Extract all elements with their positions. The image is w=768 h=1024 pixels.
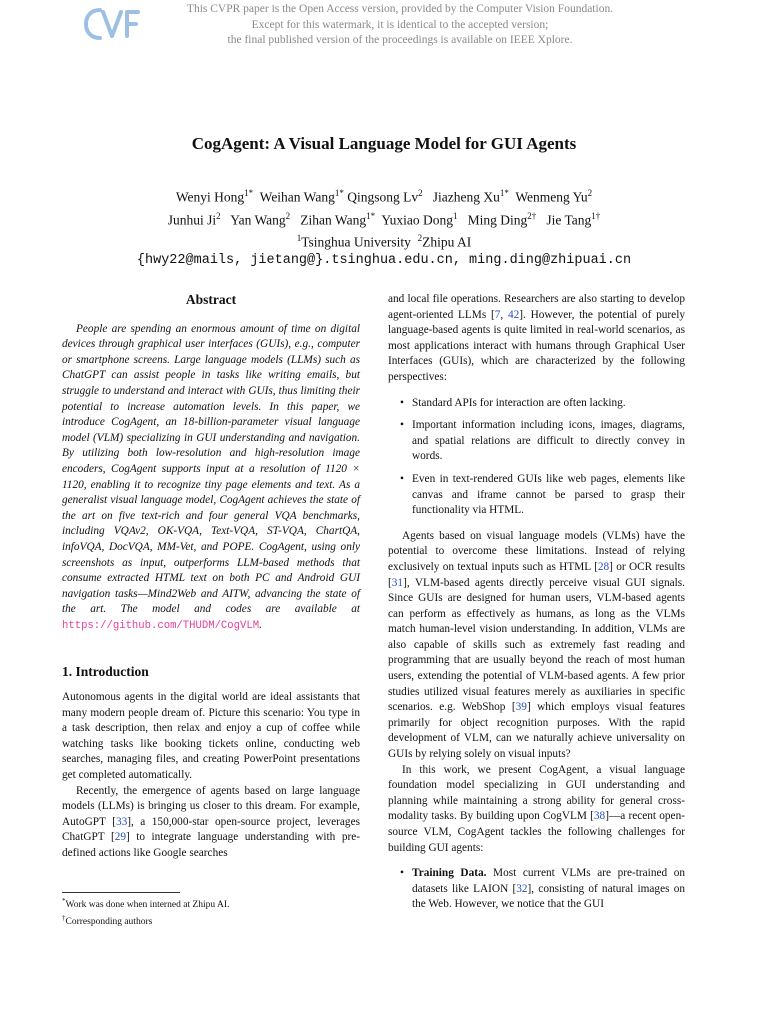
author-line: Junhui Ji$^2$ Yan Wang$^2$ Zihan Wang$^{1*}$ Yuxiao Dong$^1$ Ming Ding$^{2\dagger}$ Jie Tang$^{1\dagger}$ <box>167 210 601 227</box>
author: Yuxiao Dong <box>381 212 453 227</box>
citation-link[interactable]: 39 <box>515 701 527 714</box>
author: Weihan Wang <box>259 189 335 205</box>
citation-link[interactable]: 32 <box>516 882 528 895</box>
citation-link[interactable]: 29 <box>114 831 127 844</box>
bullet-icon: • <box>400 867 404 880</box>
bullet-icon: • <box>400 472 404 485</box>
list-item: • Important information including icons, images, diagrams, and spatial relations are difficult to directly convey in words. <box>400 419 685 463</box>
footnote-rule <box>62 892 180 893</box>
abstract-text: People are spending an enormous amount of time on digital devices through graphical user interfaces (GUIs), e.g., computer or smartphone screens. Large language models (LLMs) such as ChatGPT can assist people in tasks like writing emails, but struggle to understand and interact with GUIs, thus limiting their potential to increase automation levels. In this paper, we introduce CogAgent, an 18-billion-parameter visual language model (VLM) specializing in GUI understanding and navigation. By utilizing both low-resolution and high-resolution image encoders, CogAgent supports input at a resolution of 1120 × 1120, enabling it to recognize tiny page elements and text. As a generalist visual language model, CogAgent achieves the state of the art on five text-rich and four general VQA benchmarks, including VQAv2, OK-VQA, Text-VQA, ST-VQA, ChartQA, infoVQA, DocVQA, MM-Vet, and POPE. CogAgent, using only screenshots as input, outperforms LLM-based methods that consume extracted HTML text on both PC and Android GUI navigation tasks—Mind2Web and AITW, advancing the state of the art. The model and codes are available at https://github.com/THUDM/CogVLM. <box>62 322 360 632</box>
bullet-icon: • <box>400 396 404 409</box>
citation-link[interactable]: 42 <box>507 308 520 321</box>
right-column <box>388 292 685 923</box>
citation-link[interactable]: 33 <box>115 815 128 828</box>
challenge-list <box>388 866 685 913</box>
citation-link[interactable]: 31 <box>391 576 404 589</box>
watermark-line: This CVPR paper is the Open Access version, provided by the Computer Vision Foundation. <box>186 3 614 15</box>
perspective-list <box>388 396 685 519</box>
author-block <box>0 184 768 270</box>
watermark-line: the final published version of the proceedings is available on IEEE Xplore. <box>227 34 573 46</box>
author: Jie Tang <box>546 212 592 227</box>
email-line: {hwy22@mails, jietang@}.tsinghua.edu.cn, ming.ding@zhipuai.cn <box>136 252 632 268</box>
footnote: *Work was done when interned at Zhipu AI. <box>62 897 230 911</box>
author: Yan Wang <box>230 212 286 227</box>
list-item: • Even in text-rendered GUIs like web pages, elements like canvas and iframe cannot be parsed to grasp their functionality via HTML. <box>400 472 685 517</box>
body-paragraph: Agents based on visual language models (VLMs) have the potential to overcome these limitations. Instead of relying exclusively on textual inputs such as HTML [28] or OCR results [31], VLM-based agents directly perceive visual GUI signals. Since GUIs are designed for human users, VLM-based agents can perform as effectively as humans, as long as the VLMs match human-level vision understanding. In addition, VLMs are also capable of skills such as extremely fast reading and programming that are usually beyond the reach of most human users, extending the potential of VLM-based agents. A few prior studies utilized visual features merely as auxiliaries in specific scenarios. e.g. WebShop [39] which employs visual features primarily for object recognition purposes. With the rapid development of VLM, can we naturally achieve universality on GUIs by relying solely on visual inputs? <box>388 529 685 761</box>
author-line: Wenyi Hong$^{1*}$ Weihan Wang$^{1*}$ Qingsong Lv$^2$ Jiazheng $Xu^{1*}$ Wenmeng Yu$^2$ <box>175 188 593 205</box>
intro-paragraph: Autonomous agents in the digital world are ideal assistants that many modern people dream of. Picture this scenario: You type in a task description, then relax and enjoy a cup of coffee while watching tasks like booking tickets online, conducting web searches, managing files, and creating PowerPoint presentations get completed automatically. <box>62 691 360 782</box>
citation-link[interactable]: 28 <box>597 560 610 573</box>
author: Junhui Ji <box>167 212 217 227</box>
author: Ming Ding <box>467 212 528 227</box>
citation-link[interactable]: 7 <box>494 308 501 321</box>
bullet-icon: • <box>400 419 404 432</box>
cvf-logo <box>82 4 142 44</box>
watermark-line: Except for this watermark, it is identical to the accepted version; <box>251 18 549 31</box>
body-paragraph: and local file operations. Researchers are also starting to develop agent-oriented LLMs [7, 42]. However, the potential of purely language-based agents is quite limited in real-world scenarios, as most applications interact with humans through Graphical User Interfaces (GUIs), which are characterized by the following perspectives: <box>388 293 685 383</box>
affiliation-line: $^1$Tsinghua University $^2$Zhipu AI <box>296 233 472 250</box>
list-item: • Standard APIs for interaction are often lacking. <box>388 396 685 412</box>
footnotes <box>62 895 229 929</box>
body-paragraph: In this work, we present CogAgent, a visual language foundation model specializing in GUI understanding and planning while maintaining a strong ability for general cross-modality tasks. By building upon CogVLM [38]—a recent open-source VLM, CogAgent tackles the following challenges for building GUI agents: <box>388 763 685 854</box>
affiliation: Zhipu AI <box>422 234 472 250</box>
author: Qingsong Lv <box>347 189 419 205</box>
footnote: †Corresponding authors <box>62 914 153 928</box>
author: Zihan Wang <box>300 212 367 227</box>
open-access-watermark <box>160 2 640 49</box>
abstract-heading: Abstract <box>185 292 237 307</box>
list-item: • Training Data. Most current VLMs are pre-trained on datasets like LAION [32], consisting of natural images on the Web. However, we notice that the GUI <box>400 867 685 911</box>
author: Wenyi Hong <box>175 189 245 205</box>
paper-title: CogAgent: A Visual Language Model for GUI Agents <box>191 134 577 153</box>
intro-paragraph: Recently, the emergence of agents based on large language models (LLMs) is bringing us closer to this dream. For example, AutoGPT [33], a 150,000-star open-source project, leverages ChatGPT [29] to integrate language understanding with pre-defined actions like Google searches <box>62 784 360 859</box>
left-column <box>62 292 360 862</box>
citation-link[interactable]: 38 <box>593 810 606 823</box>
affiliation: Tsinghua University <box>301 234 411 250</box>
intro-heading: 1. Introduction <box>62 664 149 680</box>
author: Wenmeng Yu <box>515 189 588 205</box>
author: Jiazheng Xu <box>432 189 500 205</box>
github-link[interactable]: https://github.com/THUDM/CogVLM <box>62 619 260 632</box>
